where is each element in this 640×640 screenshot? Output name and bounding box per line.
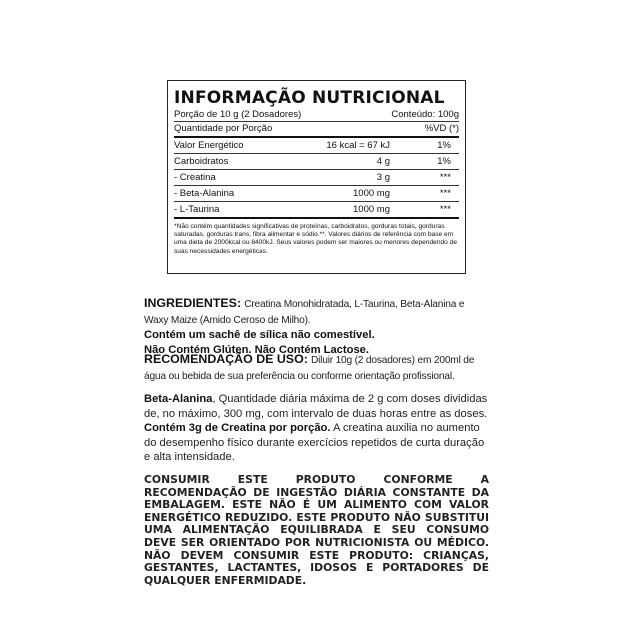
table-row (174, 138, 459, 154)
row-name: Carboidratos (174, 156, 229, 167)
ingredients-section (144, 296, 489, 357)
warning-section: CONSUMIR ESTE PRODUTO CONFORME A RECOMENDAÇÃO DE INGESTÃO DIÁRIA CONSTANTE DA EMBALAGEM. ESTE NÃO É UM ALIMENTO COM VALOR ENERGÉTICO REDUZIDO. ESTE PRODUTO NÃO SUBSTITUI UMA ALIMENTAÇÃO EQUILIBRADA E SEU CONSUMO DEVE SER ORIENTADO POR NUTRICIONISTA OU MÉDICO. NÃO DEVEM CONSUMIR ESTE PRODUTO: CRIANÇAS, GESTANTES, LACTANTES, IDOSOS E PORTADORES DE QUALQUER ENFERMIDADE. (144, 473, 489, 587)
row-vd: *** (439, 188, 451, 199)
row-amount: 16 kcal = 67 kJ (326, 140, 390, 151)
recommendation-section (144, 352, 489, 384)
vd-header: %VD (*) (424, 123, 459, 134)
row-vd: *** (439, 204, 451, 215)
table-row (174, 186, 459, 202)
beta-text: , Quantidade diária máxima de 2 g com doses divididas de, no máximo, 300 mg, com intervalo de duas horas entre as doses. (144, 393, 488, 420)
table-row (174, 170, 459, 186)
row-name: - Beta-Alanina (174, 188, 235, 199)
recommendation-label: RECOMENDAÇÃO DE USO: (144, 352, 308, 366)
gluten-lactose-notice: Não Contém Glúten. Não Contém Lactose. (144, 343, 370, 356)
beta-label: Beta-Alanina (144, 393, 213, 405)
nutrition-title: INFORMAÇÃO NUTRICIONAL (174, 88, 445, 108)
recommendation-text: Diluir 10g (2 dosadores) em 200ml de água ou bebida de sua preferência ou conforme orientação profissional. (144, 355, 475, 382)
beta-alanine-section (144, 392, 489, 465)
ingredients-list: Creatina Monohidratada, L-Taurina, Beta-Alanina e Waxy Maize (Amido Ceroso de Milho). (144, 299, 465, 326)
row-vd: 1% (437, 156, 451, 167)
portion-label: Porção de 10 g (2 Dosadores) (174, 109, 302, 120)
quantity-header: Quantidade por Porção (174, 123, 273, 134)
ingredients-label: INGREDIENTES: (144, 296, 242, 310)
row-vd: 1% (437, 140, 451, 151)
creatine-text: A creatina auxilia no aumento do desempenho físico durante exercícios repetidos de curta duração e alta intensidade. (144, 422, 485, 463)
row-vd: *** (439, 172, 451, 183)
row-amount: 1000 mg (353, 188, 390, 199)
row-amount: 4 g (376, 156, 390, 167)
header-row (174, 122, 459, 135)
row-name: - Creatina (174, 172, 216, 183)
row-name: Valor Energético (174, 140, 244, 151)
content-label: Conteúdo: 100g (391, 109, 459, 120)
table-row (174, 154, 459, 170)
ingredients-text (144, 296, 489, 328)
row-amount: 1000 mg (353, 204, 390, 215)
nutrition-facts-table (167, 80, 466, 274)
table-row (174, 202, 459, 219)
row-amount: 3 g (376, 172, 390, 183)
creatine-bold: Contém 3g de Creatina por porção. (144, 422, 331, 434)
row-name: - L-Taurina (174, 204, 220, 215)
silica-notice: Contém um sachê de sílica não comestível. (144, 329, 375, 341)
portion-row (174, 108, 459, 121)
nutrition-footnote: *Não contém quantidades significativas de proteínas, carboidratos, gorduras totais, gorduras saturadas, gorduras trans, fibra alimentar e sódio.**. Valores diários de referência com base em uma dieta de 2000kcal ou 8400kJ. Seus valores podem ser maiores ou menores dependendo de suas necessidades energéticas. (174, 223, 457, 255)
